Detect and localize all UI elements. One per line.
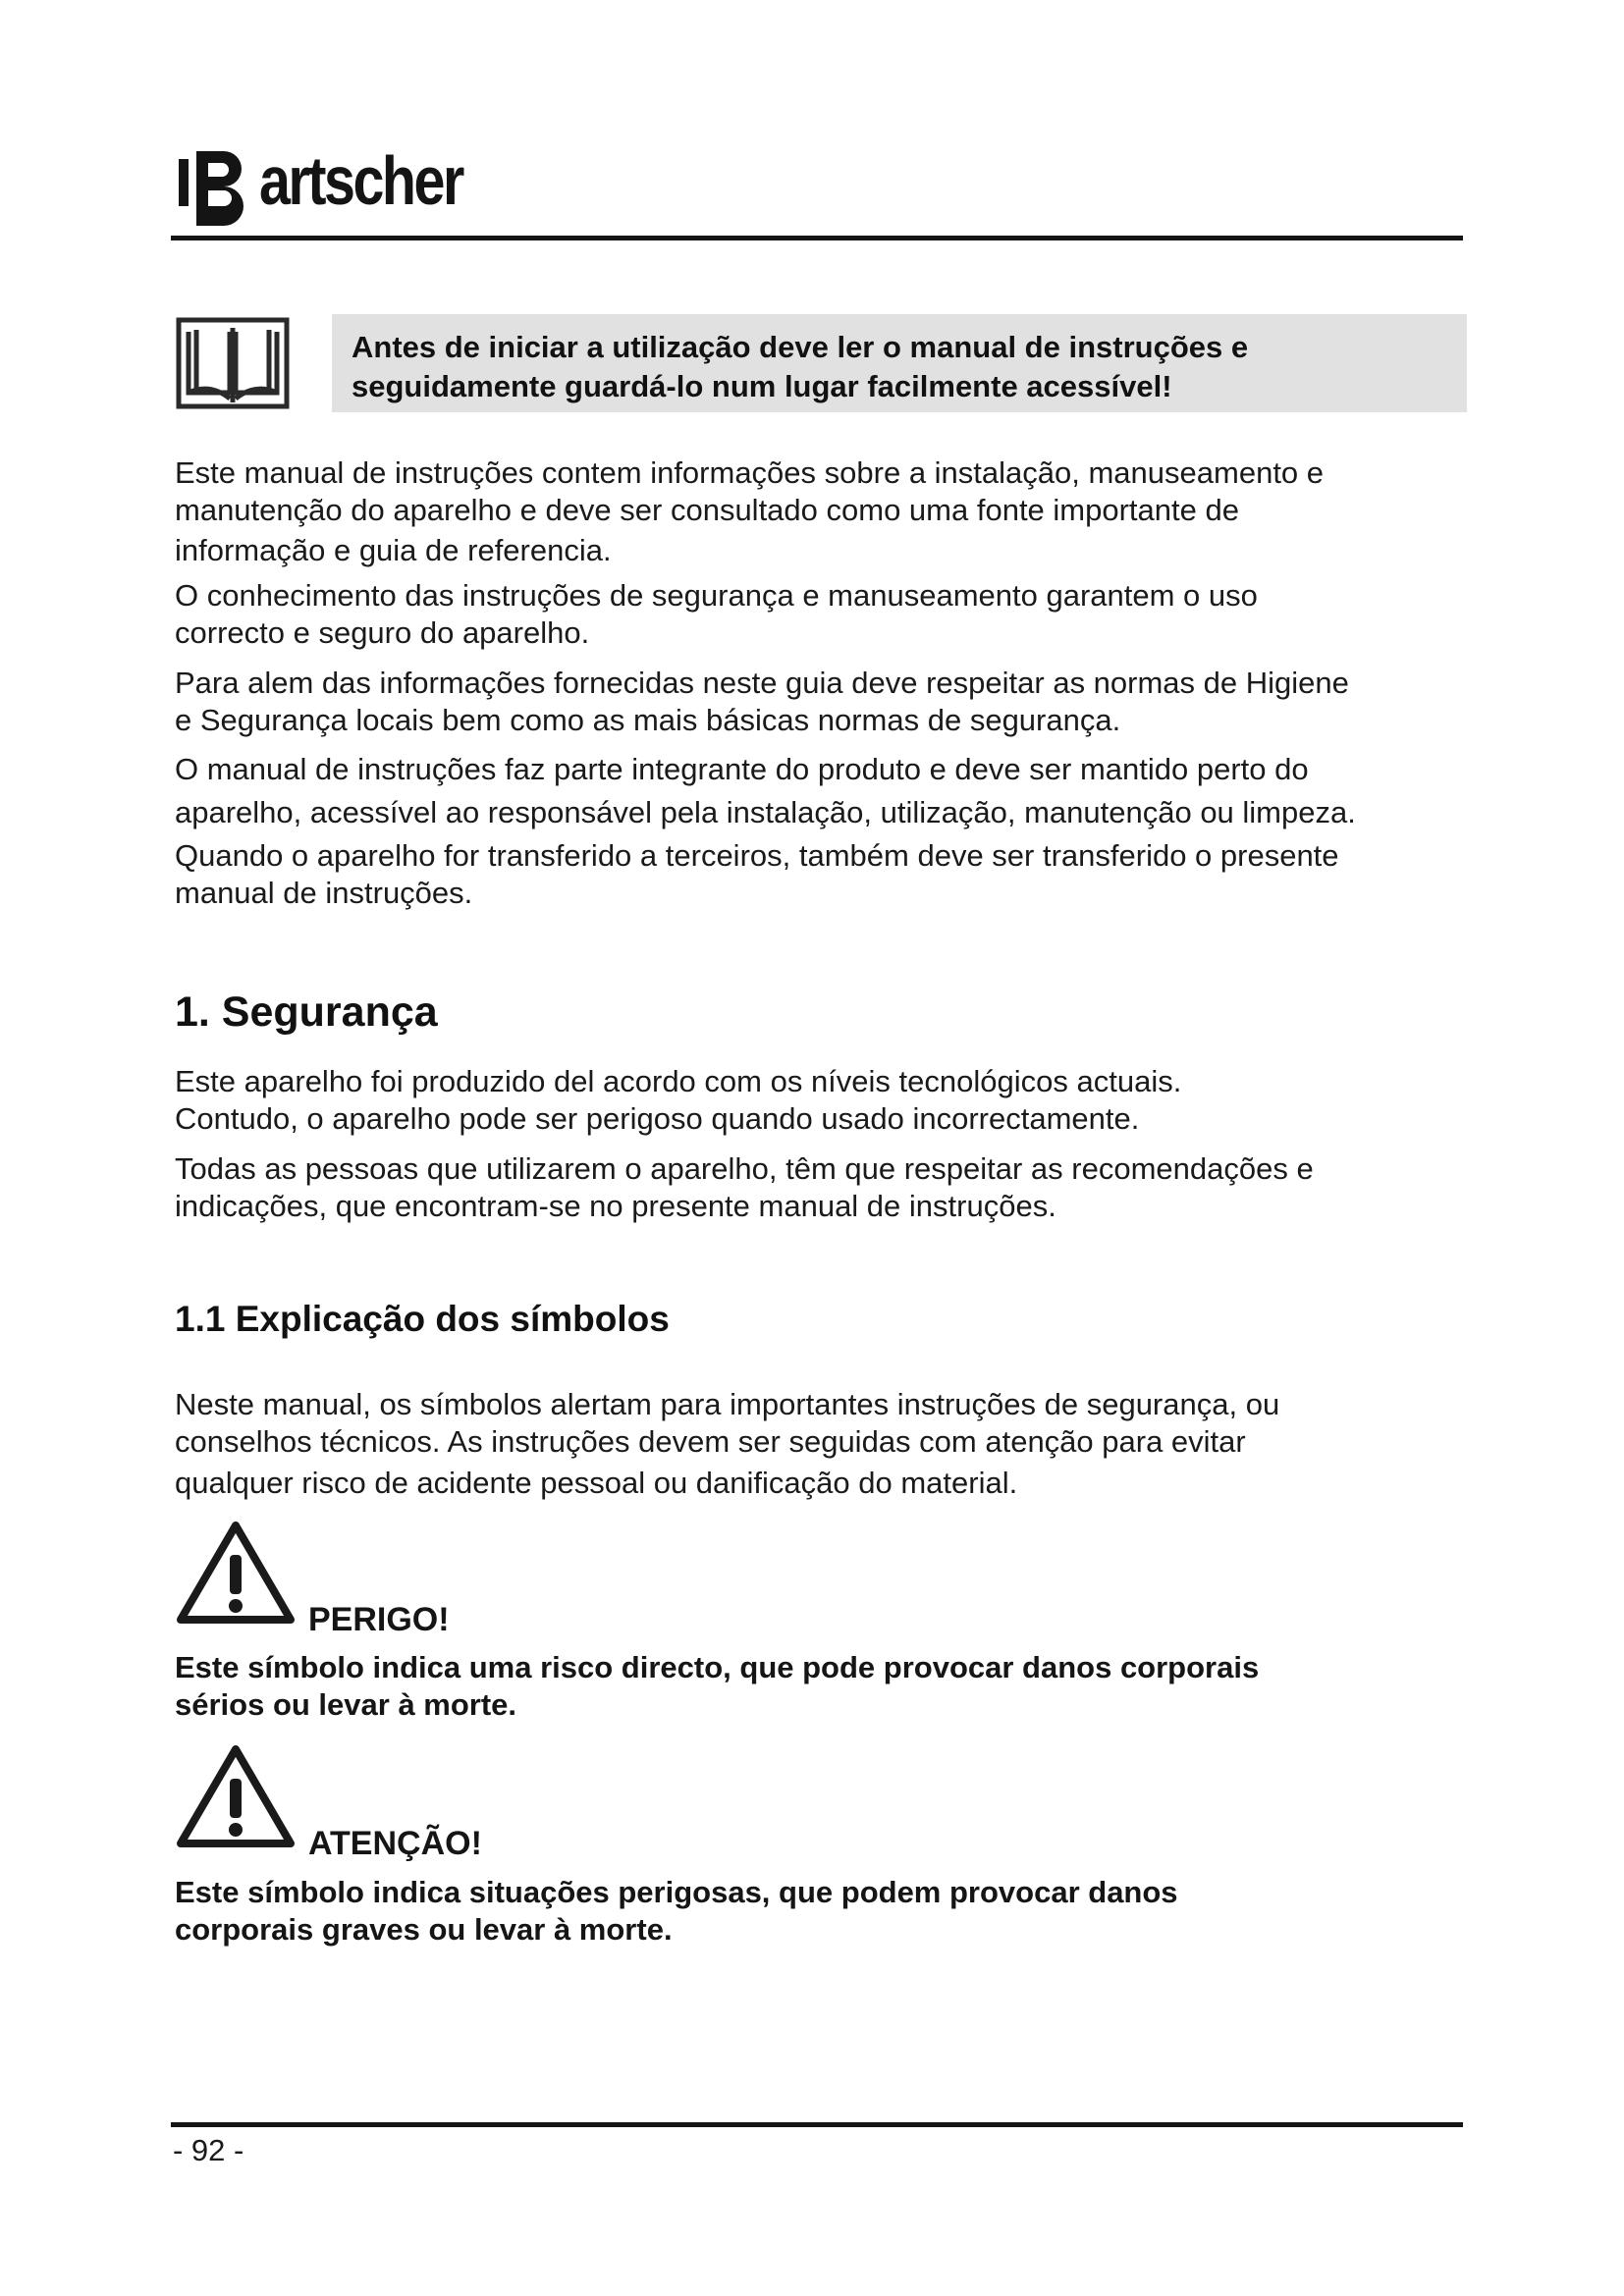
footer-rule [171, 2122, 1463, 2127]
text-line: aparelho, acessível ao responsável pela instalação, utilização, manutenção ou limpeza. [175, 795, 1356, 829]
open-book-icon [175, 314, 291, 412]
section1-paragraph-2 [175, 1150, 1471, 1225]
page-number: - 92 - [173, 2133, 244, 2167]
header-rule [171, 236, 1463, 240]
intro-paragraph-3 [175, 665, 1471, 739]
brand-logo-emblem-icon [175, 132, 263, 230]
text-line: Este aparelho foi produzido del acordo com os níveis tecnológicos actuais. [175, 1064, 1182, 1098]
notice-line: Antes de iniciar a utilização deve ler o manual de instruções e [352, 330, 1249, 364]
text-line: manutenção do aparelho e deve ser consultado como uma fonte importante de [175, 493, 1239, 527]
warning-triangle-icon [175, 1520, 297, 1628]
text-line: sérios ou levar à morte. [175, 1687, 517, 1722]
text-line: Neste manual, os símbolos alertam para importantes instruções de segurança, ou [175, 1387, 1280, 1421]
text-line: Contudo, o aparelho pode ser perigoso quando usado incorrectamente. [175, 1101, 1140, 1136]
caution-label: ATENÇÃO! [308, 1825, 482, 1862]
section1-paragraph-1 [175, 1063, 1471, 1138]
text-line: Este manual de instruções contem informações sobre a instalação, manuseamento e [175, 455, 1325, 490]
text-line: qualquer risco de acidente pessoal ou danificação do material. [175, 1466, 1018, 1500]
brand-name: artscher [259, 142, 462, 219]
notice-line: seguidamente guardá-lo num lugar facilmente acessível! [352, 369, 1172, 403]
danger-description [175, 1649, 1259, 1724]
text-line: Este símbolo indica situações perigosas, que podem provocar danos [175, 1875, 1178, 1909]
text-line: O conhecimento das instruções de segurança e manuseamento garantem o uso [175, 578, 1258, 613]
caution-description [175, 1874, 1178, 1949]
text-line: O manual de instruções faz parte integrante do produto e deve ser mantido perto do [175, 752, 1309, 786]
text-line: Este símbolo indica uma risco directo, que pode provocar danos corporais [175, 1650, 1260, 1684]
intro-paragraph-5 [175, 837, 1471, 912]
text-line: informação e guia de referencia. [175, 533, 612, 567]
text-line: correcto e seguro do aparelho. [175, 615, 590, 650]
section11-paragraph-1 [175, 1386, 1471, 1502]
intro-paragraph-2 [175, 577, 1471, 652]
text-line: corporais graves ou levar à morte. [175, 1912, 673, 1947]
text-line: indicações, que encontram-se no presente manual de instruções. [175, 1189, 1056, 1223]
brand-logo [175, 132, 489, 230]
text-line: manual de instruções. [175, 876, 473, 910]
text-line: Quando o aparelho for transferido a terceiros, também deve ser transferido o presente [175, 838, 1339, 873]
text-line: Para alem das informações fornecidas neste guia deve respeitar as normas de Higiene [175, 666, 1349, 700]
text-line: conselhos técnicos. As instruções devem ser seguidas com atenção para evitar [175, 1424, 1246, 1459]
intro-paragraph-4 [175, 751, 1471, 831]
danger-label: PERIGO! [308, 1601, 450, 1638]
warning-triangle-icon [175, 1743, 297, 1851]
read-manual-notice [332, 314, 1467, 412]
text-line: Todas as pessoas que utilizarem o aparelho, têm que respeitar as recomendações e [175, 1151, 1314, 1186]
section-heading-simbolos: 1.1 Explicação dos símbolos [175, 1299, 670, 1339]
text-line: e Segurança locais bem como as mais básicas normas de segurança. [175, 703, 1121, 737]
intro-paragraph-1 [175, 454, 1471, 569]
section-heading-seguranca: 1. Segurança [175, 988, 438, 1036]
